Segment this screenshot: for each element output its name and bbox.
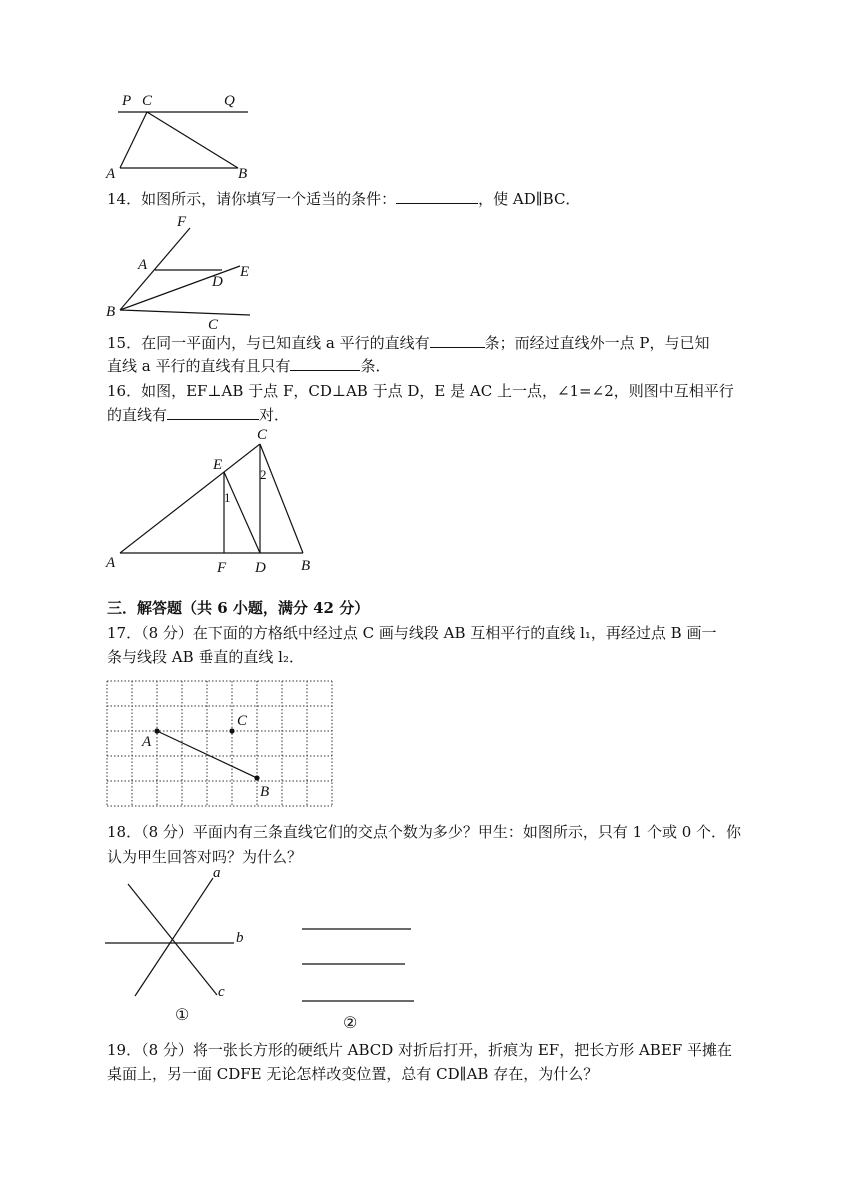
label-b: B (106, 304, 116, 320)
label-b: B (238, 166, 248, 182)
question-15-line-2 (107, 356, 391, 376)
label-b: B (301, 558, 311, 574)
question-14 (107, 189, 580, 209)
figure-q16 (100, 422, 330, 582)
label-angle-2: 2 (260, 467, 267, 482)
q15-answer-blank-2[interactable] (290, 356, 360, 371)
q17-text-1: 17．（8 分）在下面的方格纸中经过点 C 画与线段 AB 互相平行的直线 l₁，再经过点 B 画一 (107, 624, 717, 642)
point-c (229, 728, 234, 733)
q14-text-after: ，使 AD∥BC． (478, 190, 581, 208)
caption-diagram-1: ① (175, 1007, 190, 1024)
q15-text-2a: 直线 a 平行的直线有且只有 (107, 357, 291, 375)
label-c: c (218, 984, 225, 1000)
q16-text-1: 16．如图，EF⊥AB 于点 F，CD⊥AB 于点 D，E 是 AC 上一点，∠1=∠2，则图中互相平行 (107, 382, 734, 400)
label-b: B (260, 784, 270, 800)
label-c: C (208, 317, 219, 333)
q19-text-1: 19．（8 分）将一张长方形的硬纸片 ABCD 对折后打开，折痕为 EF，把长方形 ABEF 平摊在 (107, 1041, 732, 1059)
segment-cb (147, 112, 238, 168)
label-d: D (212, 274, 223, 290)
point-b (254, 775, 259, 780)
question-19-line-2 (107, 1064, 598, 1084)
q15-text-2b: 条． (360, 357, 391, 375)
q15-text-1a: 15．在同一平面内，与已知直线 a 平行的直线有 (107, 334, 430, 352)
label-a: A (106, 555, 116, 571)
q18-text-2: 认为甲生回答对吗？为什么？ (107, 848, 303, 866)
q17-text-2: 条与线段 AB 垂直的直线 l₂． (107, 648, 304, 666)
figure-q13 (100, 88, 260, 183)
label-a: A (138, 257, 148, 273)
q16-text-2b: 对． (259, 406, 290, 424)
q14-text-before: 14．如图所示，请你填写一个适当的条件： (107, 190, 397, 208)
label-p: P (122, 93, 132, 109)
q15-text-1b: 条；而经过直线外一点 P，与已知 (484, 334, 710, 352)
question-17-line-1 (107, 623, 716, 643)
figure-q14 (100, 210, 265, 335)
label-e: E (240, 264, 250, 280)
label-d: D (255, 560, 266, 576)
q19-text-2: 桌面上，另一面 CDFE 无论怎样改变位置，总有 CD∥AB 存在，为什么？ (107, 1065, 599, 1083)
line-c (128, 884, 217, 995)
label-f: F (177, 214, 187, 230)
label-f: F (217, 560, 227, 576)
label-c: C (257, 427, 268, 443)
caption-diagram-2: ② (343, 1015, 358, 1032)
grid-lines (107, 681, 332, 806)
figure-q18 (100, 864, 430, 1034)
label-a: A (142, 734, 152, 750)
segment-ed (224, 472, 260, 553)
label-a: a (213, 865, 221, 881)
question-17-line-2 (107, 647, 304, 667)
label-a: A (106, 166, 116, 182)
label-e: E (213, 457, 223, 473)
question-15-line-1 (107, 333, 709, 353)
segment-ca (120, 112, 147, 168)
segment-cb (260, 444, 303, 553)
q16-text-2a: 的直线有 (107, 406, 168, 424)
question-16-line-1 (107, 381, 734, 401)
point-a (154, 728, 159, 733)
q18-text-1: 18．（8 分）平面内有三条直线它们的交点个数为多少？甲生：如图所示，只有 1 个或 0 个．你 (107, 823, 742, 841)
segment-ac (120, 444, 260, 553)
section-3-title: 三．解答题（共 6 小题，满分 42 分） (107, 599, 370, 617)
label-c: C (142, 93, 153, 109)
ray-bc (120, 310, 250, 315)
question-18-line-1 (107, 822, 741, 842)
q16-answer-blank[interactable] (167, 405, 259, 420)
label-q: Q (224, 93, 235, 109)
figure-q17-grid[interactable] (100, 676, 340, 811)
label-c: C (237, 713, 248, 729)
line-a (135, 878, 213, 996)
q14-answer-blank[interactable] (396, 189, 478, 204)
question-19-line-1 (107, 1040, 732, 1060)
label-angle-1: 1 (224, 490, 231, 505)
label-b: b (236, 930, 244, 946)
q15-answer-blank-1[interactable] (430, 333, 485, 348)
